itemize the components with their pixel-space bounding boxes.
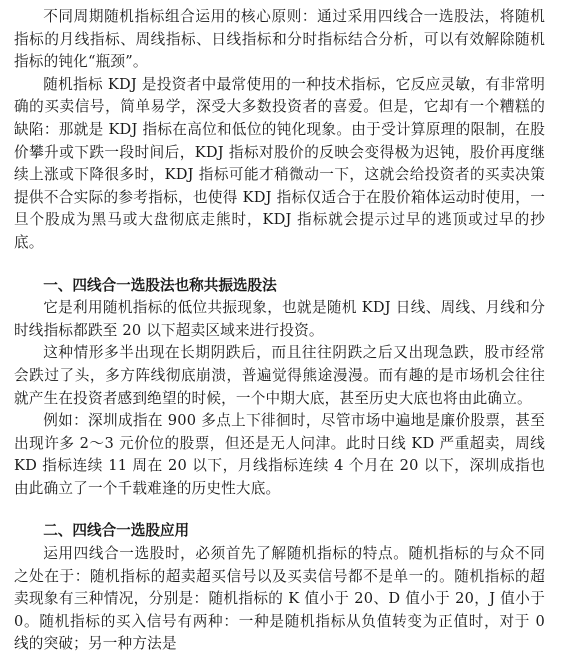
section1-heading: 一、四线合一选股法也称共振选股法 bbox=[43, 276, 277, 294]
intro-paragraph: 不同周期随机指标组合运用的核心原则：通过采用四线合一选股法，将随机指标的月线指标、周线指标、日线指标和分时指标结合分析，可以有效解除随机指标的钝化“瓶颈”。 bbox=[14, 8, 545, 71]
section-spacer bbox=[14, 500, 545, 520]
section2-paragraph-1: 运用四线合一选股时，必须首先了解随机指标的特点。随机指标的与众不同之处在于：随机指标的超卖超买信号以及买卖信号都不是单一的。随机指标的超卖现象有三种情况，分别是：随机指标的 K 值小于 20、D 值小于 20，J 值小于 0。随机指标的买入信号有两种：一种是随机指标从负值转变为正值时，对于 0 线的突破；另一种方法是 bbox=[14, 545, 545, 653]
section2-heading: 二、四线合一选股应用 bbox=[43, 522, 190, 540]
kdj-paragraph: 随机指标 KDJ 是投资者中最常使用的一种技术指标，它反应灵敏，有非常明确的买卖信号，简单易学，深受大多数投资者的喜爱。但是，它却有一个糟糕的缺陷：那就是 KDJ 指标在高位和低位的钝化现象。由于受计算原理的限制，在股价攀升或下跌一段时间后，KDJ 指标对股价的反映会变得极为迟钝，股价再度继续上涨或下降很多时，KDJ 指标可能才稍微动一下，这就会给投资者的买卖决策提供不合实际的参考指标，也使得 KDJ 指标仅适合于在股价箱体运动时使用，一旦个股成为黑马或大盘彻底走熊时，KDJ 指标就会提示过早的逃顶或过早的抄底。 bbox=[14, 75, 545, 251]
section1-paragraph-2: 这种情形多半出现在长期阴跌后，而且往往阴跌之后又出现急跌，股市经常会跌过了头，多方阵线彻底崩溃，普遍觉得熊途漫漫。而有趣的是市场机会往往就产生在投资者感到绝望的时候，一个中期大底，甚至历史大底也将由此确立。 bbox=[14, 344, 545, 407]
section1-paragraph-1: 它是利用随机指标的低位共振现象，也就是随机 KDJ 日线、周线、月线和分时线指标都跌至 20 以下超卖区域来进行投资。 bbox=[14, 299, 545, 339]
section1-paragraph-3: 例如：深圳成指在 900 多点上下徘徊时，尽管市场中遍地是廉价股票，甚至出现许多 2～3 元价位的股票，但还是无人问津。此时日线 KD 严重超卖，周线 KD 指标连续 11 周在 20 以下，月线指标连续 4 个月在 20 以下，深圳成指也由此确立了一个千载难逢的历史性大底。 bbox=[14, 412, 545, 497]
section-spacer bbox=[14, 255, 545, 275]
